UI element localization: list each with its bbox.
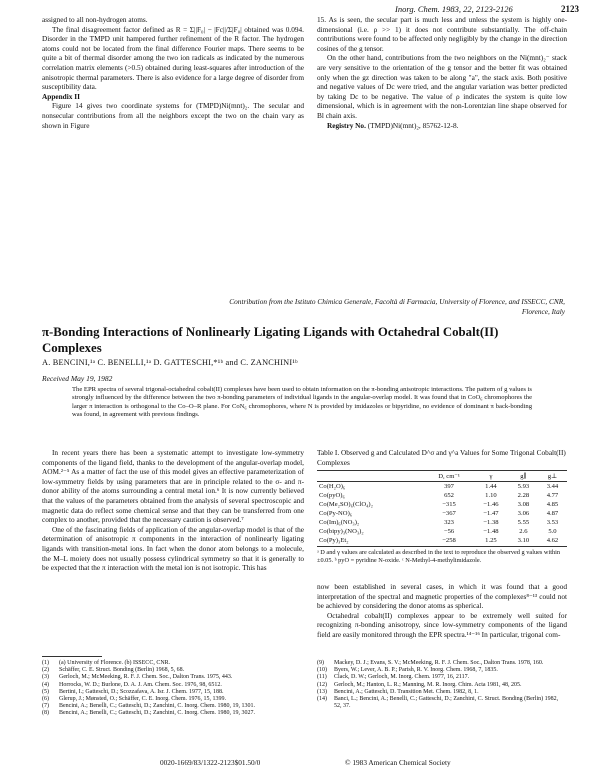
table-cell: 3.44: [546, 482, 559, 490]
footnote: [42, 667, 304, 674]
footnote-number: (10): [317, 667, 327, 674]
footnote-number: (13): [317, 688, 327, 695]
footnote-number: (5): [42, 688, 49, 695]
column-header: g⊥: [538, 471, 567, 482]
paragraph: The final disagreement factor defined as R = Σ||F₀| − |Fc||/Σ|F₀| obtained was 0.094. Disorder in the TMPD unit hampered further refinement of the R factor. The hydrogen atoms could not be located from the final difference Fourier maps. There seems to be quite a bit of thermal disorder among the two ion radicals as indicated by the numerous correlation matrix elements (>0.5) obtained during least-squares after introduction of the anisotropic thermal parameters. There is also evidence for a large degree of disorder from susceptibility data.: [42, 24, 304, 92]
footnote: [42, 710, 304, 717]
table-cell: Co(Py)₃Et₂: [317, 537, 425, 547]
paragraph: assigned to all non-hydrogen atoms.: [42, 15, 148, 24]
table-cell: Co(pyO)₆: [319, 491, 345, 499]
column-header: D, cm⁻¹: [425, 471, 473, 482]
table-row: [317, 509, 567, 518]
footnote: [317, 660, 567, 667]
abstract: The EPR spectra of several trigonal-octahedral cobalt(II) complexes have been used to obtain information on the π-bonding anisotropic interactions. The pattern of g values is strongly influenced by the difference between the two π-bonding parameters of individual ligands in the angular-overlap model. It was found that in CoO₆ chromophores the larger π interaction is orthogonal to the Co–O–R plane. For CoN₆ chromophores, where N is provided by imidazoles or bipyridine, no evidence of dominant π back-bonding was found, in agreement with previous findings.: [72, 386, 532, 419]
footnote-text: Gerloch, M.; McMeeking, R. F. J. Chem. Soc., Dalton Trans. 1975, 443.: [59, 674, 233, 681]
footnote-text: Bencini, A.; Benelli, C.; Gatteschi, D.; Zanchini, C. Inorg. Chem. 1980, 19, 3027.: [59, 710, 256, 717]
table-cell: Co(Py-NO)₆: [319, 510, 353, 518]
running-header: Inorg. Chem. 1983, 22, 2123-2126: [395, 4, 513, 14]
footer-code: 0020-1669/83/1322-2123$01.50/0: [160, 758, 261, 767]
table-cell: 397: [444, 482, 454, 490]
table-cell: Co(H₂O)₆: [319, 482, 346, 490]
footnote-number: (8): [42, 710, 49, 717]
table-cell: 1.10: [485, 491, 497, 499]
table-cell: 323: [444, 519, 454, 527]
footnote-text: Bertini, I.; Gatteschi, D.; Scozzafava, A. Isr. J. Chem. 1977, 15, 188.: [59, 688, 224, 695]
registry-label: Registry No.: [327, 120, 366, 130]
contribution-line: Contribution from the Istituto Chimica Generale, Facoltà di Farmacia, University of Florence, and ISSECC, CNR, Florence, Italy: [229, 297, 565, 316]
footnote: [42, 703, 304, 710]
table-cell: −1.38: [483, 519, 499, 527]
footnote-text: Clack, D. W.; Gerloch, M. Inorg. Chem. 1977, 16, 2117.: [334, 674, 470, 681]
table-footnote: ᵃ D and γ values are calculated as described in the text to reproduce the observed g values within ±0.05. ᵇ pyO = pyridine N-oxide. ᶜ N-Methyl-4-methylimidazole.: [317, 548, 560, 564]
footnote-rule: [42, 656, 102, 657]
paragraph: Octahedral cobalt(II) complexes appear to be extremely well suited for recognizing π-bonding anisotropy, since low-symmetry components of the ligand field are easily monitored through the EPR spectra.¹⁴⁻¹⁶ In particular, trigonal com-: [317, 610, 567, 639]
column-header: γ: [473, 471, 509, 482]
appendix-heading: Appendix II: [42, 91, 80, 101]
footnote: [42, 674, 304, 681]
footnote-number: (7): [42, 703, 49, 710]
footnote-number: (4): [42, 681, 49, 688]
paragraph: One of the fascinating fields of application of the angular-overlap model is that of the determination of anisotropic π components in the interaction of nonlinearly ligating ligands with transition-metal ions. In fact when the donor atom belongs to a molecule, the M–L moiety does not usually possess cylindrical symmetry so that it is generally to be expected that the π interaction with the metal ion is not isotropic. This has: [42, 524, 304, 573]
footnotes-right: [317, 660, 567, 710]
footnote-number: (2): [42, 667, 49, 674]
footnote: [317, 682, 567, 689]
footnote-number: (12): [317, 681, 327, 688]
table-cell: 3.08: [517, 500, 530, 508]
table-cell: Co(Im)₆(NO₃)₂: [319, 519, 360, 527]
table-cell: −367: [442, 510, 456, 518]
column-header: g∥: [509, 471, 538, 482]
footnote-text: Byers, W.; Lever, A. B. P.; Parish, R. V. Inorg. Chem. 1968, 7, 1835.: [334, 667, 498, 674]
registry-number: [317, 121, 567, 131]
top-left-column: [42, 15, 304, 130]
paragraph: now been established in several cases, in which it was found that a good interpretation of the spectral and magnetic properties of the complexes⁸⁻¹³ could not be achieved by considering the donor atoms as spherical.: [317, 582, 567, 611]
table-cell: 2.6: [519, 528, 528, 536]
registry-text: (TMPD)Ni(mnt)₂, 85762-12-8.: [367, 120, 459, 130]
footnote-text: Mackey, D. J.; Evans, S. V.; McMeeking, R. F. J. Chem. Soc., Dalton Trans. 1978, 160.: [334, 660, 544, 666]
table-cell: 1.25: [473, 537, 509, 547]
footnote-number: (6): [42, 696, 49, 703]
table-cell: −315: [442, 500, 456, 508]
table-cell: 3.06: [517, 510, 530, 518]
table-cell: −56: [443, 528, 455, 536]
table-cell: Co(Me₂SO)₆(ClO₄)₂: [319, 500, 373, 508]
table-row: [317, 500, 567, 509]
footnote-text: Horrocks, W. D.; Burlone, D. A. J. Am. Chem. Soc. 1976, 98, 6512.: [59, 681, 222, 688]
article-title: π-Bonding Interactions of Nonlinearly Ligating Ligands with Octahedral Cobalt(II) Complexes: [42, 325, 499, 355]
table-row: [317, 528, 567, 537]
table-cell: 5.0: [548, 528, 557, 536]
footnote: [317, 674, 567, 681]
column-header: [317, 471, 425, 482]
body-right-column: [317, 582, 567, 640]
table-cell: 4.77: [546, 491, 559, 499]
footnote-text: Bencini, A.; Gatteschi, D. Transition Met. Chem. 1982, 8, 1.: [334, 688, 479, 695]
footnote: [42, 682, 304, 689]
table-row: [317, 482, 567, 492]
footnote: [42, 696, 304, 703]
table-1: [317, 448, 567, 565]
received-date: Received May 19, 1982: [42, 374, 113, 383]
footnote-text: Bencini, A.; Benelli, C.; Gatteschi, D.; Zanchini, C. Inorg. Chem. 1980, 19, 1301.: [59, 703, 256, 710]
table-cell: 4.87: [546, 510, 559, 518]
table-cell: −1.47: [483, 510, 499, 518]
data-table: [317, 470, 567, 547]
footnote-text: Gerloch, M.; Hanton, L. R.; Manning, M. R. Inorg. Chim. Acta 1981, 48, 205.: [334, 681, 522, 688]
table-cell: 3.10: [509, 537, 538, 547]
table-cell: Co(bipy)₃(NO₃)₂: [319, 528, 364, 536]
top-right-column: [317, 15, 567, 130]
paragraph: 15. As is seen, the secular part is much less and unless the system is highly one-dimensional (i.e. ρ >> 1) it does not contribute substantially. The off-chain contributions were found to be affected only negligibly by the change in the direction cosines of the g tensor.: [317, 15, 567, 53]
table-row: [317, 537, 567, 547]
footnote: [317, 689, 567, 696]
paragraph: On the other hand, contributions from the two neighbors on the Ni(mnt)₂⁻ stack are very sensitive to the orientation of the g tensor and the better fit was obtained only when the gz direction was taken to be along "a", the stack axis. Both positive and negative values of Dc were tried, and the angular variation was better predicted by taking Dc to be negative. The value of ρ indicates the system is quite low dimensional, which is in agreement with the non-Lorentzian line shape observed for Bl chain axis.: [317, 53, 567, 120]
footnote: [42, 689, 304, 696]
body-left-column: [42, 448, 304, 573]
table-cell: 4.62: [538, 537, 567, 547]
table-cell: −1.48: [483, 528, 499, 536]
table-row: [317, 519, 567, 528]
table-cell: 1.44: [485, 482, 497, 490]
footnote-number: (14): [317, 696, 327, 703]
footnote-text: Banci, L.; Bencini, A.; Benelli, C.; Gatteschi, D.; Zanchini, C. Struct. Bonding (Berlin) 1982, 52, 37.: [334, 696, 559, 710]
table-cell: 652: [444, 491, 454, 499]
footnotes-left: [42, 660, 304, 718]
footnote-number: (3): [42, 674, 49, 681]
table-header-row: [317, 471, 567, 482]
footnote-text: Glerup, J.; Mønsted, O.; Schäffer, C. E. Inorg. Chem. 1976, 15, 1399.: [59, 696, 227, 703]
table-cell: 2.28: [517, 491, 530, 499]
footnote-number: (9): [317, 660, 324, 666]
footnote-text: (a) University of Florence. (b) ISSECC, CNR.: [59, 660, 171, 666]
footer-copyright: © 1983 American Chemical Society: [345, 758, 451, 767]
table-cell: 5.93: [517, 482, 530, 490]
table-cell: 5.55: [517, 519, 530, 527]
footnote-number: (1): [42, 660, 49, 666]
footnote: [317, 667, 567, 674]
table-cell: 4.85: [546, 500, 559, 508]
table-cell: −1.46: [483, 500, 499, 508]
footnote: [317, 696, 567, 710]
footnote-text: Schäffer, C. E. Struct. Bonding (Berlin) 1968, 5, 68.: [59, 667, 185, 674]
table-cell: −258: [425, 537, 473, 547]
table-title: Table I. Observed g and Calculated D^σ and γ^a Values for Some Trigonal Cobalt(II) Complexes: [317, 448, 566, 467]
page-number: 2123: [561, 4, 579, 14]
table-row: [317, 491, 567, 500]
paragraph: In recent years there has been a systematic attempt to investigate low-symmetry components of the ligand field, thanks to the development of the angular-overlap model, AOM.²⁻⁵ As a matter of fact the use of this model gives an effective parameterization of low-symmetry fields by using parameters that are in principle related to the σ- and π-donor ability of the atoms surrounding a central metal ion.⁶ It is now currently believed that the values of the parameters obtained from the analysis of several spectroscopic and magnetic data do reflect some chemical sense and that they can be transferred from one complex to another, provided that the necessary caution is observed.⁷: [42, 448, 304, 525]
paragraph: Figure 14 gives two coordinate systems for (TMPD)Ni(mnt)₂. The secular and nonsecular contributions from all the neighbors except the two on the chain vary as shown in Figure: [42, 101, 304, 130]
footnote-number: (11): [317, 674, 327, 681]
authors: A. BENCINI,¹ᵃ C. BENELLI,¹ᵃ D. GATTESCHI,*¹ᵇ and C. ZANCHINI¹ᵇ: [42, 358, 298, 367]
table-cell: 3.53: [546, 519, 559, 527]
